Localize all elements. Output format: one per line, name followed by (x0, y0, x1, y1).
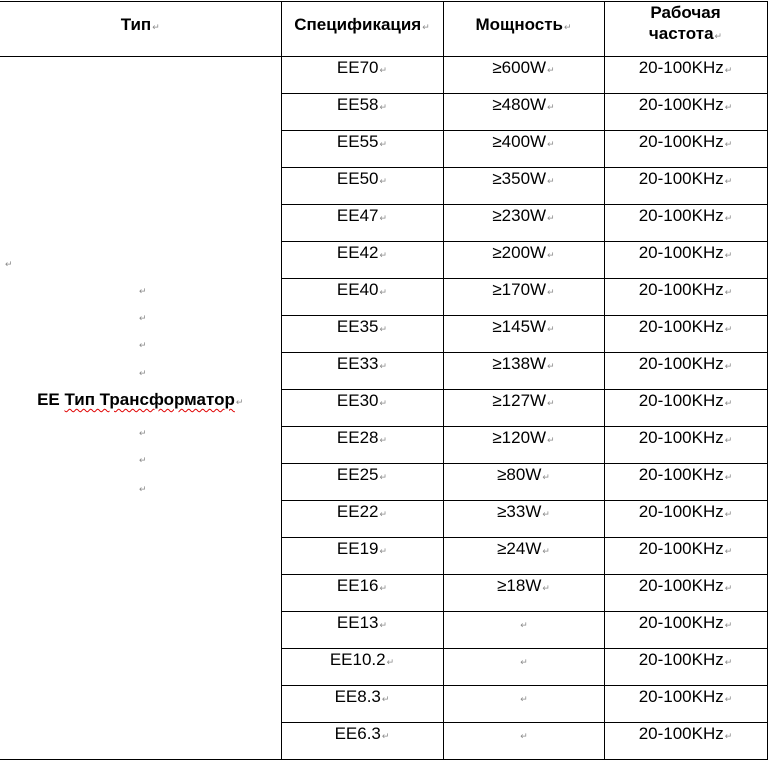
paragraph-mark-icon: ↵ (520, 620, 528, 630)
power-cell[interactable]: ≥200W↵ (443, 242, 604, 279)
paragraph-mark-icon: ↵ (724, 583, 733, 593)
paragraph-mark-icon: ↵ (547, 139, 555, 149)
paragraph-mark-icon: ↵ (381, 694, 390, 704)
paragraph-mark-icon: ↵ (724, 731, 733, 741)
paragraph-mark-icon: ↵ (422, 22, 430, 32)
paragraph-mark-icon: ↵ (139, 313, 147, 323)
paragraph-mark-icon: ↵ (139, 340, 147, 350)
power-cell[interactable]: ≥480W↵ (443, 94, 604, 131)
frequency-cell[interactable]: 20-100KHz↵ (604, 94, 767, 131)
frequency-cell[interactable]: 20-100KHz↵ (604, 205, 767, 242)
frequency-cell[interactable]: 20-100KHz↵ (604, 279, 767, 316)
paragraph-mark-icon: ↵ (379, 102, 388, 112)
paragraph-mark-icon: ↵ (724, 287, 733, 297)
paragraph-mark-icon: ↵ (724, 213, 733, 223)
spec-cell[interactable]: EE10.2↵ (281, 649, 443, 686)
paragraph-mark-icon: ↵ (724, 361, 733, 371)
paragraph-mark-icon: ↵ (724, 435, 733, 445)
spec-cell[interactable]: EE70↵ (281, 57, 443, 94)
frequency-cell[interactable]: 20-100KHz↵ (604, 575, 767, 612)
paragraph-mark-icon: ↵ (724, 102, 733, 112)
paragraph-mark-icon: ↵ (379, 435, 388, 445)
type-cell-content (0, 57, 281, 759)
paragraph-mark-icon: ↵ (379, 213, 388, 223)
spec-cell[interactable]: EE6.3↵ (281, 723, 443, 760)
paragraph-mark-icon: ↵ (379, 509, 388, 519)
paragraph-mark-icon: ↵ (542, 583, 550, 593)
power-cell[interactable]: ≥350W↵ (443, 168, 604, 205)
paragraph-mark-icon: ↵ (235, 397, 244, 407)
paragraph-mark-icon: ↵ (724, 250, 733, 260)
paragraph-mark-icon: ↵ (542, 509, 550, 519)
spec-cell[interactable]: EE47↵ (281, 205, 443, 242)
paragraph-mark-icon: ↵ (547, 213, 555, 223)
spec-cell[interactable]: EE35↵ (281, 316, 443, 353)
paragraph-mark-icon: ↵ (379, 250, 388, 260)
paragraph-mark-icon: ↵ (724, 65, 733, 75)
spec-cell[interactable]: EE8.3↵ (281, 686, 443, 723)
paragraph-mark-icon: ↵ (547, 287, 555, 297)
header-power[interactable]: Мощность↵ (443, 2, 604, 57)
frequency-cell[interactable]: 20-100KHz↵ (604, 538, 767, 575)
spec-cell[interactable]: EE55↵ (281, 131, 443, 168)
frequency-cell[interactable]: 20-100KHz↵ (604, 353, 767, 390)
frequency-cell[interactable]: 20-100KHz↵ (604, 427, 767, 464)
paragraph-mark-icon: ↵ (379, 472, 388, 482)
paragraph-mark-icon: ↵ (547, 102, 555, 112)
paragraph-mark-icon: ↵ (386, 657, 395, 667)
power-cell[interactable]: ≥33W↵ (443, 501, 604, 538)
paragraph-mark-icon: ↵ (547, 435, 555, 445)
paragraph-mark-icon: ↵ (724, 546, 733, 556)
spec-cell[interactable]: EE30↵ (281, 390, 443, 427)
paragraph-mark-icon: ↵ (379, 139, 388, 149)
frequency-cell[interactable]: 20-100KHz↵ (604, 649, 767, 686)
paragraph-mark-icon: ↵ (379, 361, 388, 371)
power-cell[interactable] (443, 649, 604, 686)
power-cell[interactable] (443, 686, 604, 723)
paragraph-mark-icon: ↵ (714, 31, 723, 41)
paragraph-mark-icon: ↵ (724, 620, 733, 630)
paragraph-mark-icon: ↵ (139, 455, 147, 465)
paragraph-mark-icon: ↵ (379, 65, 388, 75)
spec-cell[interactable]: EE58↵ (281, 94, 443, 131)
paragraph-mark-icon: ↵ (5, 259, 13, 269)
spellcheck-text: Тип Трансформатор (64, 390, 235, 409)
paragraph-mark-icon: ↵ (724, 176, 733, 186)
paragraph-mark-icon: ↵ (379, 620, 388, 630)
paragraph-mark-icon: ↵ (520, 731, 528, 741)
paragraph-mark-icon: ↵ (542, 546, 550, 556)
spec-cell[interactable]: EE16↵ (281, 575, 443, 612)
paragraph-mark-icon: ↵ (542, 472, 550, 482)
header-type[interactable]: Тип↵ (0, 2, 281, 57)
paragraph-mark-icon: ↵ (547, 250, 555, 260)
spec-cell[interactable]: EE40↵ (281, 279, 443, 316)
header-row (0, 2, 767, 57)
paragraph-mark-icon: ↵ (724, 398, 733, 408)
frequency-cell[interactable]: 20-100KHz↵ (604, 686, 767, 723)
paragraph-mark-icon: ↵ (139, 428, 147, 438)
power-cell[interactable]: ≥145W↵ (443, 316, 604, 353)
frequency-cell[interactable]: 20-100KHz↵ (604, 501, 767, 538)
power-cell[interactable]: ≥80W↵ (443, 464, 604, 501)
header-frequency[interactable]: Рабочая частота↵ (604, 2, 767, 57)
frequency-cell[interactable]: 20-100KHz↵ (604, 242, 767, 279)
type-cell[interactable] (0, 57, 281, 760)
spec-cell[interactable]: EE42↵ (281, 242, 443, 279)
header-spec[interactable]: Спецификация↵ (281, 2, 443, 57)
spec-cell[interactable]: EE13↵ (281, 612, 443, 649)
spec-cell[interactable]: EE50↵ (281, 168, 443, 205)
power-cell[interactable]: ≥600W↵ (443, 57, 604, 94)
power-cell[interactable]: ≥120W↵ (443, 427, 604, 464)
paragraph-mark-icon: ↵ (381, 731, 390, 741)
paragraph-mark-icon: ↵ (724, 509, 733, 519)
paragraph-mark-icon: ↵ (724, 472, 733, 482)
spec-table (0, 1, 768, 760)
power-cell[interactable]: ≥127W↵ (443, 390, 604, 427)
paragraph-mark-icon: ↵ (139, 484, 147, 494)
paragraph-mark-icon: ↵ (379, 546, 388, 556)
spec-cell[interactable]: EE28↵ (281, 427, 443, 464)
power-cell[interactable] (443, 723, 604, 760)
paragraph-mark-icon: ↵ (152, 22, 160, 32)
type-label: EE Тип Трансформатор↵ (37, 390, 244, 409)
spec-cell[interactable]: EE22↵ (281, 501, 443, 538)
power-cell[interactable]: ≥400W↵ (443, 131, 604, 168)
frequency-cell[interactable]: 20-100KHz↵ (604, 57, 767, 94)
paragraph-mark-icon: ↵ (379, 583, 388, 593)
paragraph-mark-icon: ↵ (379, 324, 388, 334)
paragraph-mark-icon: ↵ (547, 176, 555, 186)
power-cell[interactable] (443, 612, 604, 649)
power-cell[interactable]: ≥230W↵ (443, 205, 604, 242)
frequency-cell[interactable]: 20-100KHz↵ (604, 464, 767, 501)
paragraph-mark-icon: ↵ (379, 287, 388, 297)
paragraph-mark-icon: ↵ (724, 694, 733, 704)
power-cell[interactable]: ≥24W↵ (443, 538, 604, 575)
spec-cell[interactable]: EE19↵ (281, 538, 443, 575)
frequency-cell[interactable]: 20-100KHz↵ (604, 131, 767, 168)
paragraph-mark-icon: ↵ (520, 694, 528, 704)
paragraph-mark-icon: ↵ (547, 361, 555, 371)
frequency-cell[interactable]: 20-100KHz↵ (604, 612, 767, 649)
paragraph-mark-icon: ↵ (139, 368, 147, 378)
spec-cell[interactable]: EE25↵ (281, 464, 443, 501)
paragraph-mark-icon: ↵ (547, 398, 555, 408)
power-cell[interactable]: ≥138W↵ (443, 353, 604, 390)
paragraph-mark-icon: ↵ (379, 398, 388, 408)
paragraph-mark-icon: ↵ (724, 657, 733, 667)
paragraph-mark-icon: ↵ (724, 139, 733, 149)
paragraph-mark-icon: ↵ (724, 324, 733, 334)
paragraph-mark-icon: ↵ (379, 176, 388, 186)
paragraph-mark-icon: ↵ (139, 286, 147, 296)
paragraph-mark-icon: ↵ (547, 65, 555, 75)
frequency-cell[interactable]: 20-100KHz↵ (604, 390, 767, 427)
frequency-cell[interactable]: 20-100KHz↵ (604, 316, 767, 353)
power-cell[interactable]: ≥18W↵ (443, 575, 604, 612)
frequency-cell[interactable]: 20-100KHz↵ (604, 723, 767, 760)
paragraph-mark-icon: ↵ (520, 657, 528, 667)
power-cell[interactable]: ≥170W↵ (443, 279, 604, 316)
paragraph-mark-icon: ↵ (547, 324, 555, 334)
table-row (0, 57, 767, 94)
spec-cell[interactable]: EE33↵ (281, 353, 443, 390)
frequency-cell[interactable]: 20-100KHz↵ (604, 168, 767, 205)
paragraph-mark-icon: ↵ (564, 22, 572, 32)
